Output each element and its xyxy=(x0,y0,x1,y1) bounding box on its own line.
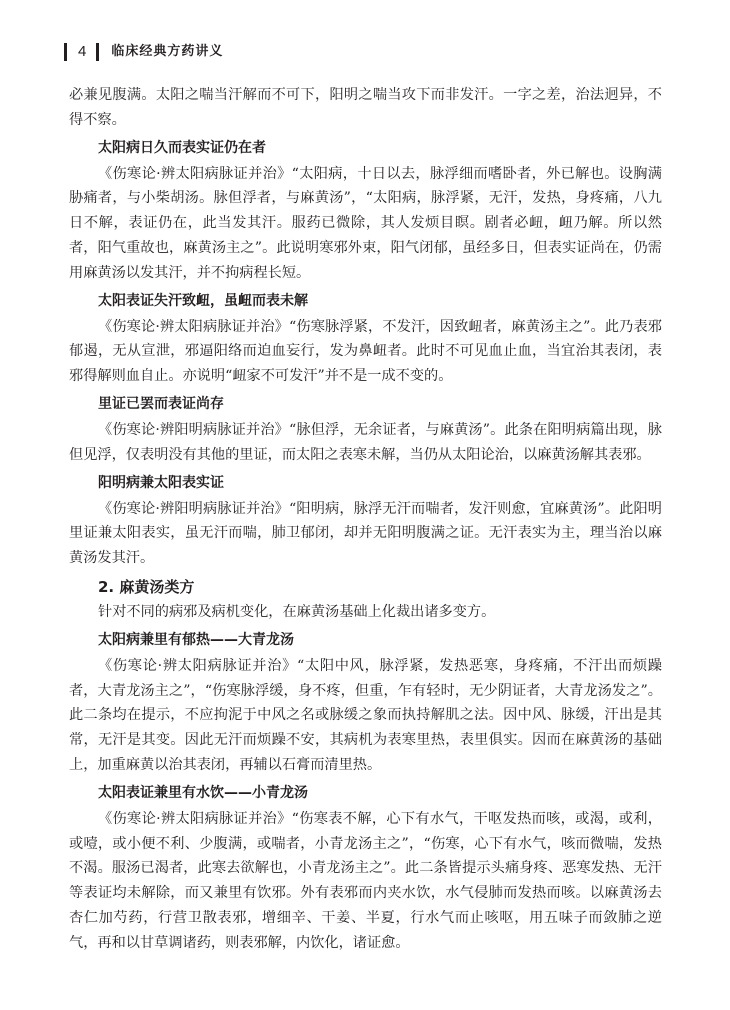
page-number: 4 xyxy=(78,43,87,60)
section-heading: 阳明病兼太阳表实证 xyxy=(98,474,224,491)
section-heading: 里证已罢而表证尚存 xyxy=(98,395,224,412)
section-paragraph: 《伤寒论·辨太阳病脉证并治》“伤寒脉浮紧，不发汗，因致衄者，麻黄汤主之”。此乃表邪郁遏，无从宣泄，邪逼阳络而迫血妄行，发为鼻衄者。此时不可见血止血，当宜治其表闭，表邪得解则血自止。亦说明“衄家不可发汗”并不是一成不变的。 xyxy=(69,318,662,385)
page-body xyxy=(69,83,662,956)
section2-intro: 针对不同的病邪及病机变化，在麻黄汤基础上化裁出诸多变方。 xyxy=(98,603,496,620)
section-paragraph: 《伤寒论·辨太阳病脉证并治》“太阳病，十日以去，脉浮细而嗜卧者，外已解也。设胸满胁痛者，与小柴胡汤。脉但浮者，与麻黄汤”，“太阳病，脉浮紧，无汗，发热，身疼痛，八九日不解，表证仍在，此当发其汗。服药已微除，其人发烦目瞑。剧者必衄，衄乃解。所以然者，阳气重故也，麻黄汤主之”。此说明寒邪外束，阳气闭郁，虽经多日，但表实证尚在，仍需用麻黄汤以发其汗，并不拘病程长短。 xyxy=(69,165,662,281)
subsection-paragraph: 《伤寒论·辨太阳病脉证并治》“伤寒表不解，心下有水气，干呕发热而咳，或渴，或利，或噎，或小便不利、少腹满，或喘者，小青龙汤主之”，“伤寒，心下有水气，咳而微喘，发热不渴。服汤已渴者，此寒去欲解也，小青龙汤主之”。此二条皆提示头痛身疼、恶寒发热、无汗等表证均未解除，而又兼里有饮邪。外有表邪而内夹水饮，水气侵肺而发热而咳。以麻黄汤去杏仁加芍药，行营卫散表邪，增细辛、干姜、半夏，行水气而止咳呕，用五味子而敛肺之逆气，再和以甘草调诸药，则表邪解，内饮化，诸证愈。 xyxy=(69,810,662,951)
subsection-paragraph: 《伤寒论·辨太阳病脉证并治》“太阳中风，脉浮紧，发热恶寒，身疼痛，不汗出而烦躁者，大青龙汤主之”，“伤寒脉浮缓，身不疼，但重，乍有轻时，无少阴证者，大青龙汤发之”。此二条均在提示，不应拘泥于中风之名或脉缓之象而执持解肌之法。因中风、脉缓，汗出是其常，无汗是其变。因此无汗而烦躁不安，其病机为表寒里热，表里俱实。因而在麻黄汤的基础上，加重麻黄以治其表闭，再辅以石膏而清里热。 xyxy=(69,657,662,773)
section-heading: 太阳病日久而表实证仍在者 xyxy=(98,139,266,156)
running-header xyxy=(64,41,223,63)
intro-paragraph: 必兼见腹满。太阳之喘当汗解而不可下，阳明之喘当攻下而非发汗。一字之差，治法迥异，不得不察。 xyxy=(69,87,662,128)
section-paragraph: 《伤寒论·辨阳明病脉证并治》“脉但浮，无余证者，与麻黄汤”。此条在阳明病篇出现，脉但见浮，仅表明没有其他的里证，而太阳之表寒未解，当仍从太阳论治，以麻黄汤解其表邪。 xyxy=(69,421,662,463)
section-paragraph: 《伤寒论·辨阳明病脉证并治》“阳明病，脉浮无汗而喘者，发汗则愈，宜麻黄汤”。此阳明里证兼太阳表实，虽无汗而喘，肺卫郁闭，却并无阳明腹满之证。无汗表实为主，理当治以麻黄汤发其汗。 xyxy=(69,500,662,567)
book-title: 临床经典方药讲义 xyxy=(111,44,224,59)
subsection-heading: 太阳表证兼里有水饮——小青龙汤 xyxy=(98,784,308,801)
subsection-heading: 太阳病兼里有郁热——大青龙汤 xyxy=(98,631,294,648)
chapter-subheading: 2. 麻黄汤类方 xyxy=(98,577,195,596)
section-heading: 太阳表证失汗致衄，虽衄而表未解 xyxy=(98,292,308,309)
